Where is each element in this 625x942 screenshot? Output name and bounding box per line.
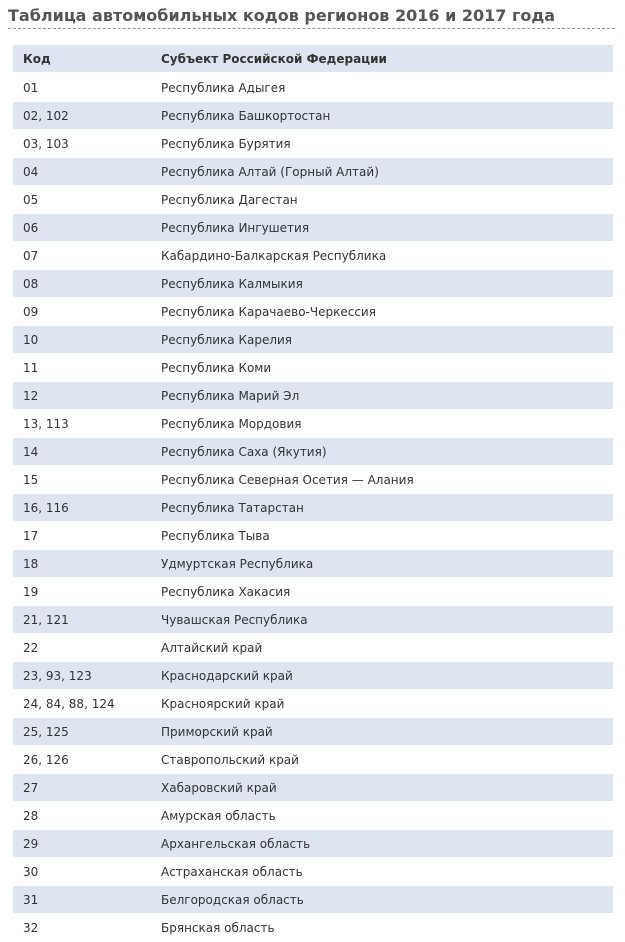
cell-subject: Республика Мордовия	[161, 410, 613, 438]
table-row	[13, 466, 613, 494]
cell-code: 15	[13, 466, 161, 494]
table-row	[13, 522, 613, 550]
table-row	[13, 746, 613, 774]
cell-code: 08	[13, 270, 161, 298]
title-divider	[8, 28, 615, 29]
table-row	[13, 382, 613, 410]
table-row	[13, 886, 613, 914]
cell-code: 12	[13, 382, 161, 410]
table-row	[13, 326, 613, 354]
cell-subject: Республика Карелия	[161, 326, 613, 354]
cell-code: 31	[13, 886, 161, 914]
table-header-row	[13, 45, 613, 73]
cell-subject: Республика Саха (Якутия)	[161, 438, 613, 466]
table-row	[13, 774, 613, 802]
cell-code: 29	[13, 830, 161, 858]
cell-subject: Ставропольский край	[161, 746, 613, 774]
table-row	[13, 634, 613, 662]
cell-code: 22	[13, 634, 161, 662]
cell-code: 01	[13, 73, 161, 102]
cell-code: 28	[13, 802, 161, 830]
cell-subject: Республика Татарстан	[161, 494, 613, 522]
table-row	[13, 438, 613, 466]
cell-code: 25, 125	[13, 718, 161, 746]
table-body	[13, 73, 613, 942]
table-row	[13, 102, 613, 130]
cell-code: 23, 93, 123	[13, 662, 161, 690]
table-row	[13, 494, 613, 522]
cell-subject: Красноярский край	[161, 690, 613, 718]
cell-subject: Астраханская область	[161, 858, 613, 886]
cell-code: 27	[13, 774, 161, 802]
table-row	[13, 270, 613, 298]
cell-code: 07	[13, 242, 161, 270]
cell-subject: Архангельская область	[161, 830, 613, 858]
cell-subject: Кабардино-Балкарская Республика	[161, 242, 613, 270]
cell-subject: Республика Карачаево-Черкессия	[161, 298, 613, 326]
table-row	[13, 158, 613, 186]
cell-code: 16, 116	[13, 494, 161, 522]
cell-code: 32	[13, 914, 161, 942]
header-subject: Субъект Российской Федерации	[161, 45, 613, 73]
cell-subject: Республика Коми	[161, 354, 613, 382]
table-row	[13, 606, 613, 634]
table-row	[13, 802, 613, 830]
table-row	[13, 298, 613, 326]
cell-subject: Республика Дагестан	[161, 186, 613, 214]
table-row	[13, 550, 613, 578]
page-title: Таблица автомобильных кодов регионов 2016 и 2017 года	[8, 6, 556, 25]
cell-code: 10	[13, 326, 161, 354]
cell-subject: Республика Ингушетия	[161, 214, 613, 242]
cell-subject: Республика Хакасия	[161, 578, 613, 606]
cell-subject: Республика Башкортостан	[161, 102, 613, 130]
cell-code: 11	[13, 354, 161, 382]
cell-subject: Приморский край	[161, 718, 613, 746]
cell-code: 18	[13, 550, 161, 578]
cell-subject: Амурская область	[161, 802, 613, 830]
cell-subject: Удмуртская Республика	[161, 550, 613, 578]
cell-subject: Республика Бурятия	[161, 130, 613, 158]
table-row	[13, 858, 613, 886]
table-row	[13, 830, 613, 858]
cell-code: 17	[13, 522, 161, 550]
cell-code: 30	[13, 858, 161, 886]
cell-subject: Республика Адыгея	[161, 73, 613, 102]
cell-subject: Брянская область	[161, 914, 613, 942]
cell-code: 24, 84, 88, 124	[13, 690, 161, 718]
cell-subject: Алтайский край	[161, 634, 613, 662]
table-row	[13, 914, 613, 942]
cell-code: 05	[13, 186, 161, 214]
cell-code: 13, 113	[13, 410, 161, 438]
table-row	[13, 214, 613, 242]
table-row	[13, 242, 613, 270]
cell-subject: Республика Алтай (Горный Алтай)	[161, 158, 613, 186]
cell-subject: Республика Калмыкия	[161, 270, 613, 298]
cell-subject: Республика Марий Эл	[161, 382, 613, 410]
header-code: Код	[13, 45, 161, 73]
cell-subject: Белгородская область	[161, 886, 613, 914]
cell-subject: Хабаровский край	[161, 774, 613, 802]
cell-code: 14	[13, 438, 161, 466]
table-row	[13, 186, 613, 214]
cell-code: 09	[13, 298, 161, 326]
table-row	[13, 130, 613, 158]
table-row	[13, 578, 613, 606]
table-row	[13, 354, 613, 382]
cell-code: 04	[13, 158, 161, 186]
cell-subject: Чувашская Республика	[161, 606, 613, 634]
cell-code: 06	[13, 214, 161, 242]
cell-subject: Республика Северная Осетия — Алания	[161, 466, 613, 494]
cell-code: 21, 121	[13, 606, 161, 634]
table-row	[13, 73, 613, 102]
table-row	[13, 662, 613, 690]
region-codes-table	[13, 45, 613, 942]
cell-code: 03, 103	[13, 130, 161, 158]
cell-code: 02, 102	[13, 102, 161, 130]
cell-code: 26, 126	[13, 746, 161, 774]
table-row	[13, 410, 613, 438]
table-row	[13, 690, 613, 718]
table-row	[13, 718, 613, 746]
cell-code: 19	[13, 578, 161, 606]
cell-subject: Краснодарский край	[161, 662, 613, 690]
cell-subject: Республика Тыва	[161, 522, 613, 550]
